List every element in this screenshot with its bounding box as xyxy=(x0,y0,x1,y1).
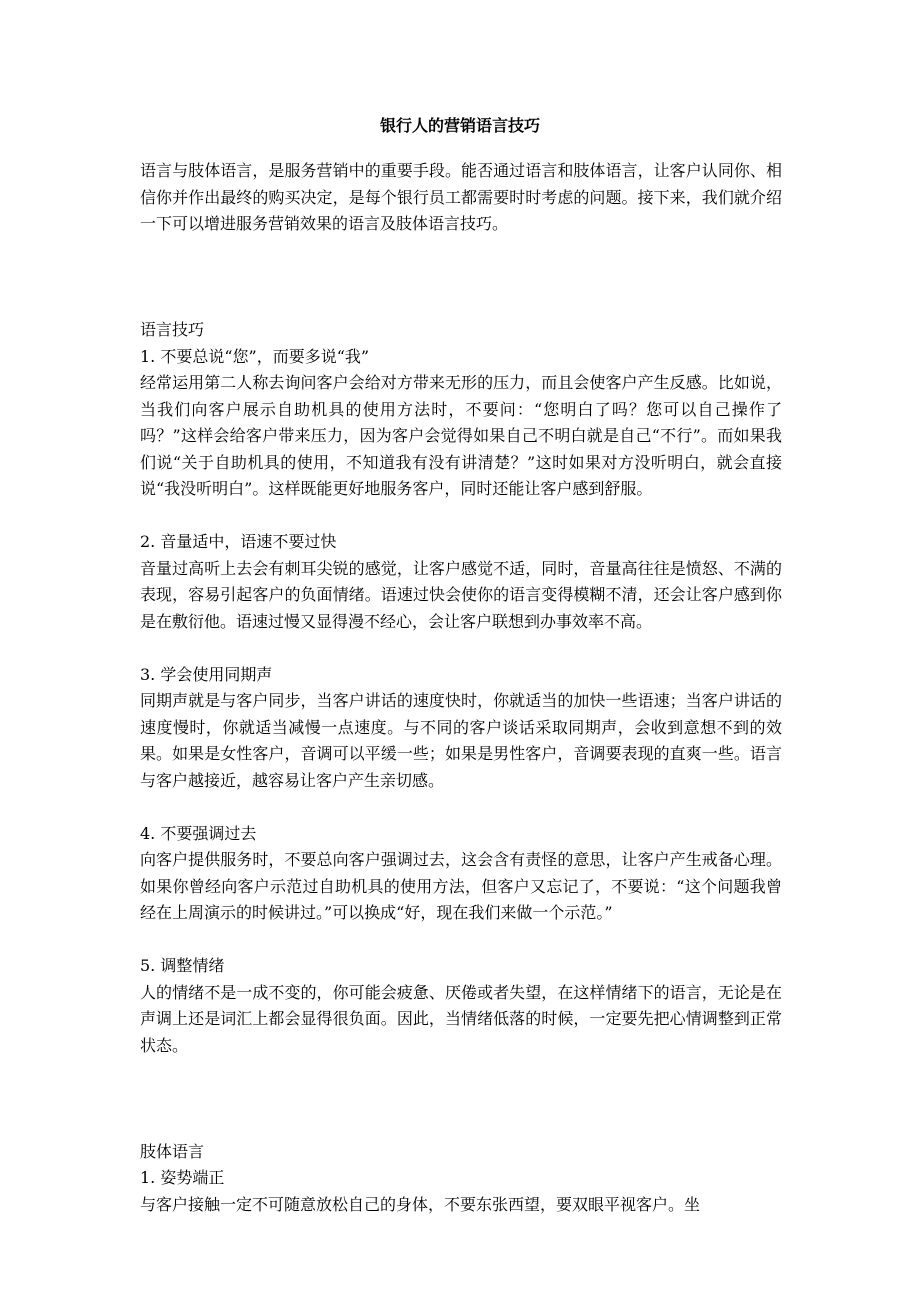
item-text-2: 音量过高听上去会有刺耳尖锐的感觉，让客户感觉不适，同时，音量高往往是愤怒、不满的表现，容易引起客户的负面情绪。语速过快会使你的语言变得模糊不清，还会让客户感到你是在敷衍他。语速过慢又显得漫不经心，会让客户联想到办事效率不高。 xyxy=(140,558,782,631)
spacer xyxy=(140,503,782,530)
item-heading-3: 3. 学会使用同期声 xyxy=(140,664,273,684)
body-item-heading-1: 1. 姿势端正 xyxy=(140,1168,225,1187)
document-body xyxy=(140,158,782,1218)
item-text-1: 经常运用第二人称去询问客户会给对方带来无形的压力，而且会使客户产生反感。比如说，当我们向客户展示自助机具的使用方法时，不要问：“您明白了吗？您可以自己操作了吗？”这样会给客户带来压力，因为客户会觉得如果自己不明白就是自己“不行”。而如果我们说“关于自助机具的使用，不知道我有没有讲清楚？”这时如果对方没听明白，就会直接说“我没听明白”。这样既能更好地服务客户，同时还能让客户感到舒服。 xyxy=(140,373,782,498)
item-text-3: 同期声就是与客户同步，当客户讲话的速度快时，你就适当的加快一些语速；当客户讲话的速度慢时，你就适当减慢一点速度。与不同的客户谈话采取同期声，会收到意想不到的效果。如果是女性客户，音调可以平缓一些；如果是男性客户，音调要表现的直爽一些。语言与客户越接近，越容易让客户产生亲切感。 xyxy=(140,691,782,790)
intro-paragraph: 语言与肢体语言，是服务营销中的重要手段。能否通过语言和肢体语言，让客户认同你、相信你并作出最终的购买决定，是每个银行员工都需要时时考虑的问题。接下来，我们就介绍一下可以增进服务营销效果的语言及肢体语言技巧。 xyxy=(140,161,782,233)
body-item-text-1: 与客户接触一定不可随意放松自己的身体，不要东张西望，要双眼平视客户。坐 xyxy=(140,1194,701,1214)
spacer xyxy=(140,635,782,662)
item-text-4: 向客户提供服务时，不要总向客户强调过去，这会含有责怪的意思，让客户产生戒备心理。如果你曾经向客户示范过自助机具的使用方法，但客户又忘记了，不要说：“这个问题我曾经在上周演示的时候讲过。”可以换成“好，现在我们来做一个示范。” xyxy=(140,850,782,922)
document-title: 银行人的营销语言技巧 xyxy=(379,116,540,135)
section-heading-language: 语言技巧 xyxy=(140,320,205,339)
spacer xyxy=(140,1059,782,1139)
spacer xyxy=(140,794,782,821)
item-heading-1: 1. 不要总说“您”，而要多说“我” xyxy=(140,346,370,366)
section-heading-body-language: 肢体语言 xyxy=(140,1141,205,1161)
item-heading-2: 2. 音量适中，语速不要过快 xyxy=(140,532,337,551)
item-text-5: 人的情绪不是一成不变的，你可能会疲惫、厌倦或者失望，在这样情绪下的语言，无论是在声调上还是词汇上都会显得很负面。因此，当情绪低落的时候，一定要先把心情调整到正常状态。 xyxy=(140,982,782,1055)
spacer xyxy=(140,238,782,318)
spacer xyxy=(140,927,782,954)
item-heading-4: 4. 不要强调过去 xyxy=(140,823,257,843)
item-heading-5: 5. 调整情绪 xyxy=(140,956,225,975)
